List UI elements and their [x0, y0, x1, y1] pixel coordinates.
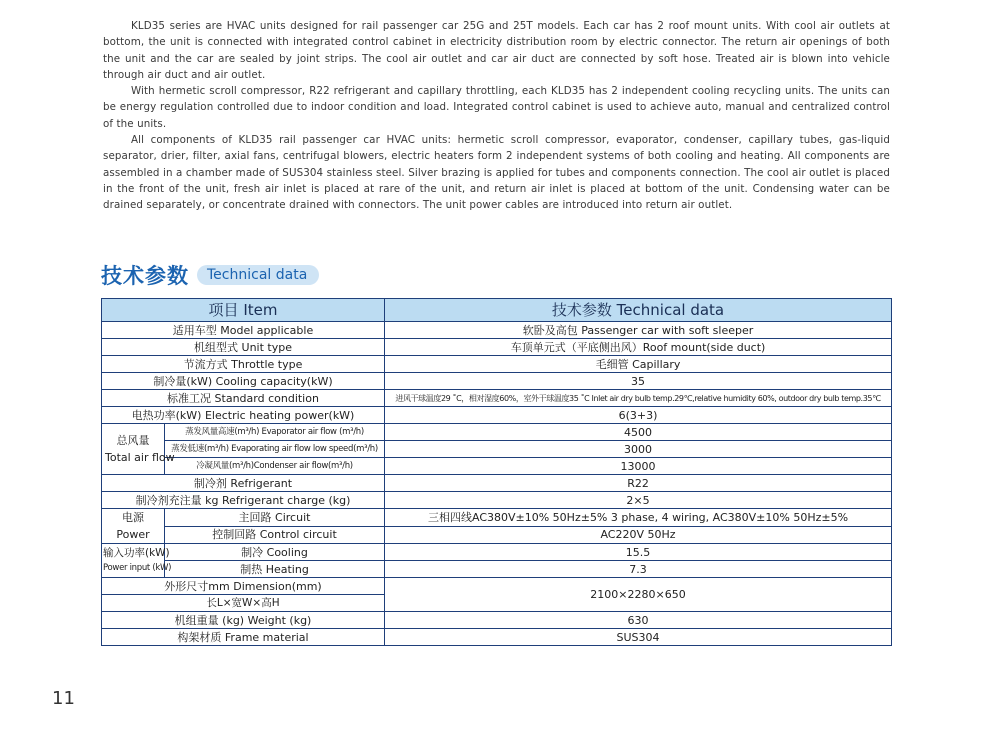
row-value: 630 — [385, 612, 892, 629]
row-label: 制冷 Cooling — [165, 544, 385, 561]
row-label: 冷凝风量(m³/h)Condenser air flow(m³/h) — [165, 458, 385, 475]
row-value: SUS304 — [385, 629, 892, 646]
row-label: 节流方式 Throttle type — [102, 356, 385, 373]
row-value: AC220V 50Hz — [385, 526, 892, 544]
heading-english-badge: Technical data — [197, 265, 319, 285]
row-label: 标准工况 Standard condition — [102, 390, 385, 407]
row-value: 毛细管 Capillary — [385, 356, 892, 373]
airflow-group-en: Total air flow — [105, 451, 175, 464]
row-label: 构架材质 Frame material — [102, 629, 385, 646]
power-group-label — [102, 509, 165, 544]
heading-chinese: 技术参数 — [101, 264, 189, 288]
intro-paragraph: With hermetic scroll compressor, R22 refrigerant and capillary throttling, each KLD35 has 2 independent cooling recycling units. The units can be energy regulation controlled due to indoor condition and load. Integrated control cabinet is used to achieve auto, manual and centralized control of the units. — [103, 85, 890, 130]
row-value: 软卧及高包 Passenger car with soft sleeper — [385, 322, 892, 339]
row-value: 6(3+3) — [385, 407, 892, 424]
table-row — [102, 475, 892, 492]
row-value: 13000 — [385, 458, 892, 475]
row-label: 机组型式 Unit type — [102, 339, 385, 356]
intro-paragraph: KLD35 series are HVAC units designed for rail passenger car 25G and 25T models. Each car has 2 roof mount units. With cool air outlets at bottom, the unit is connected with integrated control cabinet in electricity distribution room by electric connector. The return air openings of both the unit and the car are sealed by joint strips. The cool air outlet and car air duct are connected by soft hose. Treated air is blown into vehicle through air duct and air outlet. — [103, 20, 890, 81]
row-value: 7.3 — [385, 561, 892, 578]
row-value: 3000 — [385, 441, 892, 458]
row-label: 主回路 Circuit — [165, 509, 385, 527]
row-value: 15.5 — [385, 544, 892, 561]
row-label: 外形尺寸mm Dimension(mm) — [102, 578, 385, 595]
row-label: 电热功率(kW) Electric heating power(kW) — [102, 407, 385, 424]
row-label: 制冷量(kW) Cooling capacity(kW) — [102, 373, 385, 390]
table-row — [102, 339, 892, 356]
row-value: R22 — [385, 475, 892, 492]
table-row — [102, 544, 892, 561]
table-row — [102, 526, 892, 544]
row-label: 适用车型 Model applicable — [102, 322, 385, 339]
airflow-group-cn: 总风量 — [116, 434, 150, 447]
row-label: 蒸发低速(m³/h) Evaporating air flow low speed(m³/h) — [165, 441, 385, 458]
power-group-cn: 电源 — [122, 511, 144, 524]
header-item: 项目 Item — [102, 299, 385, 322]
table-row — [102, 390, 892, 407]
power-group-en: Power — [116, 528, 150, 541]
section-heading — [101, 260, 319, 290]
table-row — [102, 612, 892, 629]
row-label: 机组重量 (kg) Weight (kg) — [102, 612, 385, 629]
row-label: 制热 Heating — [165, 561, 385, 578]
table-row — [102, 492, 892, 509]
row-value: 2×5 — [385, 492, 892, 509]
table-row — [102, 509, 892, 527]
row-value: 进风干球温度29 ˚C，相对湿度60%，室外干球温度35 ˚C Inlet air dry bulb temp.29℃,relative humidity 60%, outdoor dry bulb temp.35℃ — [385, 390, 892, 407]
row-label: 控制回路 Control circuit — [165, 526, 385, 544]
row-value: 2100×2280×650 — [385, 578, 892, 612]
table-row — [102, 322, 892, 339]
airflow-group-label — [102, 424, 175, 475]
row-value: 车顶单元式（平底侧出风）Roof mount(side duct) — [385, 339, 892, 356]
row-label: 制冷剂 Refrigerant — [102, 475, 385, 492]
table-row — [102, 578, 892, 595]
row-value: 35 — [385, 373, 892, 390]
table-row — [102, 407, 892, 424]
row-label: 蒸发风量高速(m³/h) Evaporator air flow (m³/h) — [165, 424, 385, 441]
input-group-cn: 输入功率(kW) — [103, 546, 170, 559]
table-row — [102, 373, 892, 390]
header-technical-data: 技术参数 Technical data — [385, 299, 892, 322]
row-sublabel: 长L×宽W×高H — [102, 595, 385, 612]
table-header-row — [102, 299, 892, 322]
input-group-en: Power input (kW) — [103, 562, 172, 573]
row-value: 4500 — [385, 424, 892, 441]
table-row — [102, 561, 892, 578]
intro-text — [103, 18, 890, 214]
table-row — [102, 424, 892, 441]
table-row — [102, 458, 892, 475]
row-label: 制冷剂充注量 kg Refrigerant charge (kg) — [102, 492, 385, 509]
input-group-label — [102, 544, 172, 578]
table-row — [102, 356, 892, 373]
page-number: 11 — [52, 688, 75, 709]
table-row — [102, 629, 892, 646]
intro-paragraph: All components of KLD35 rail passenger car HVAC units: hermetic scroll compressor, evaporator, condenser, capillary tubes, gas-liquid separator, drier, filter, axial fans, centrifugal blowers, electric heaters form 2 independent systems of both cooling and heating. All components are assembled in a chamber made of SUS304 stainless steel. Silver brazing is applied for tubes and components connection. The cool air outlet is placed in the front of the unit, fresh air inlet is placed at rare of the unit, and return air inlet is placed at bottom of the unit. Condensing water can be drained separately, or concentrate drained with connectors. The unit power cables are introduced into return air outlet. — [103, 134, 890, 212]
technical-data-table — [101, 298, 892, 646]
table-row — [102, 441, 892, 458]
row-value: 三相四线AC380V±10% 50Hz±5% 3 phase, 4 wiring, AC380V±10% 50Hz±5% — [385, 509, 892, 527]
